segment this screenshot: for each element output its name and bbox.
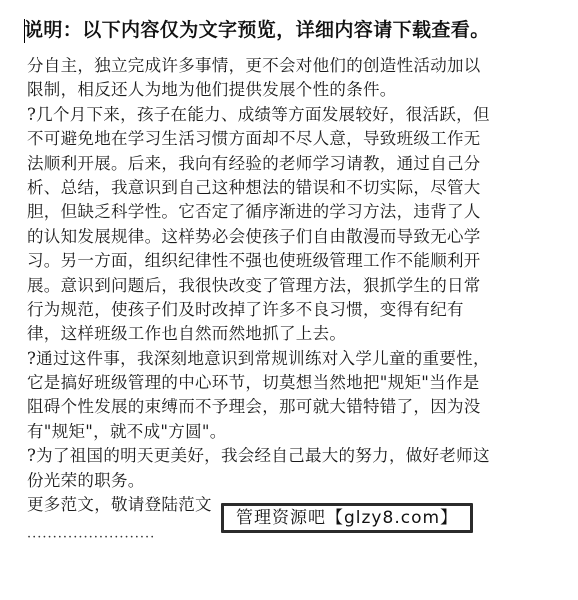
body-line: 展。意识到问题后，我很快改变了管理方法，狠抓学生的日常 — [27, 275, 481, 295]
body-line: 不可避免地在学习生活习惯方面却不尽人意，导致班级工作无 — [27, 129, 481, 149]
body-line: 有"规矩"，就不成"方圆"。 — [27, 421, 227, 441]
body-line-more-samples: 更多范文，敬请登陆范文 — [27, 495, 212, 515]
body-line: ?为了祖国的明天更美好，我会经自己最大的努力，做好老师这 — [27, 446, 490, 466]
body-line: 限制，相反还人为地为他们提供发展个性的条件。 — [27, 80, 397, 100]
body-line: 分自主，独立完成许多事情，更不会对他们的创造性活动加以 — [27, 56, 481, 75]
preview-notice: 说明：以下内容仅为文字预览，详细内容请下载查看。 — [24, 19, 490, 41]
body-line: 它是搞好班级管理的中心环节，切莫想当然地把"规矩"当作是 — [27, 373, 480, 393]
body-line: ?几个月下来，孩子在能力、成绩等方面发展较好，很活跃，但 — [27, 104, 490, 124]
body-line: 习。另一方面，组织纪律性不强也使班级管理工作不能顺利开 — [27, 251, 481, 271]
body-line: 法顺利开展。后来，我向有经验的老师学习请教，通过自己分 — [27, 153, 481, 173]
document-body — [27, 54, 547, 517]
body-line: 行为规范，使孩子们及时改掉了许多不良习惯，变得有纪有 — [27, 299, 464, 319]
body-line: 份光荣的职务。 — [27, 470, 145, 490]
body-line: 律，这样班级工作也自然而然地抓了上去。 — [27, 324, 347, 344]
body-line: 阻碍个性发展的束缚而不予理会，那可就大错特错了，因为没 — [27, 397, 481, 417]
body-line: ?通过这件事，我深刻地意识到常规训练对入学儿童的重要性， — [27, 348, 490, 368]
body-line: 的认知发展规律。这样势必会使孩子们自由散漫而导致无心学 — [27, 226, 481, 246]
body-line: 胆，但缺乏科学性。它否定了循序渐进的学习方法，违背了人 — [27, 202, 481, 222]
dotted-separator: ························· — [27, 530, 156, 545]
site-banner-label[interactable]: 管理资源吧【glzy8.com】 — [224, 506, 470, 530]
site-banner[interactable] — [221, 503, 473, 533]
body-line: 析、总结，我意识到自己这种想法的错误和不切实际，尽管大 — [27, 177, 481, 197]
